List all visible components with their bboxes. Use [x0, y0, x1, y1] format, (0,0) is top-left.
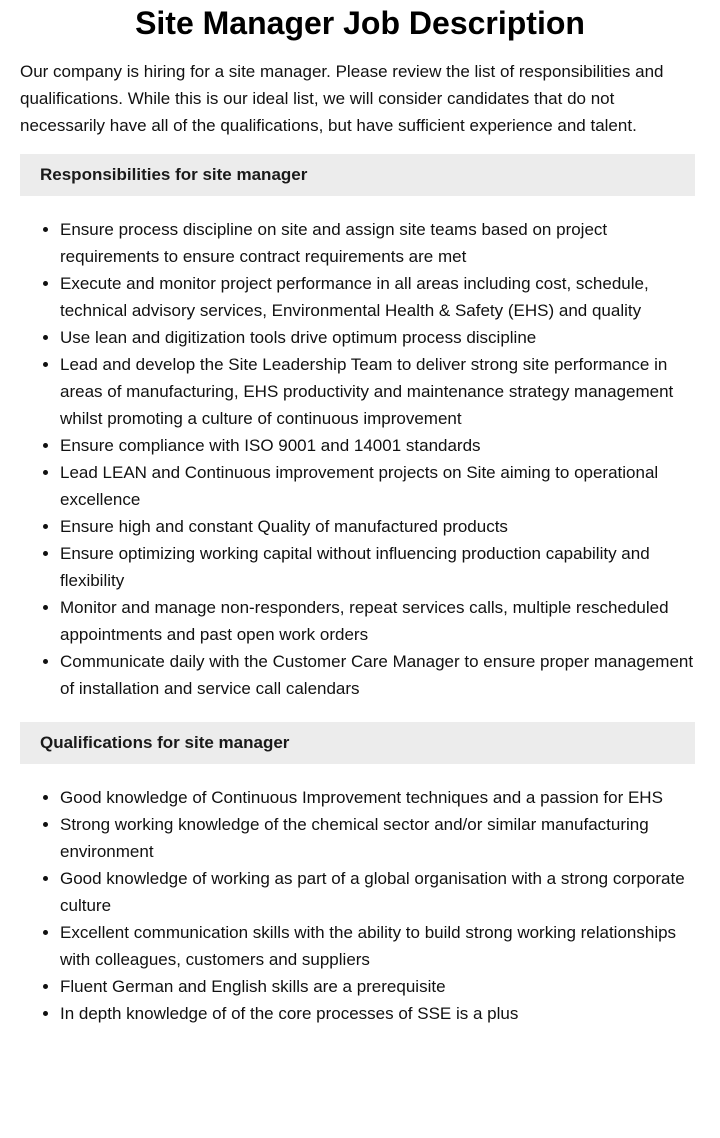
- responsibilities-item: • Use lean and digitization tools drive optimum process discipline: [60, 324, 695, 351]
- qualifications-item: • In depth knowledge of of the core processes of SSE is a plus: [60, 1000, 695, 1027]
- responsibilities-list: [20, 216, 695, 702]
- responsibilities-item: • Execute and monitor project performance in all areas including cost, schedule, technical advisory services, Environmental Health & Safety (EHS) and quality: [60, 270, 695, 324]
- qualifications-item: • Fluent German and English skills are a prerequisite: [60, 973, 695, 1000]
- responsibilities-item: • Lead LEAN and Continuous improvement projects on Site aiming to operational excellence: [60, 459, 695, 513]
- responsibilities-item: • Ensure optimizing working capital without influencing production capability and flexibility: [60, 540, 695, 594]
- page-title: Site Manager Job Description: [135, 5, 585, 41]
- qualifications-item: • Strong working knowledge of the chemical sector and/or similar manufacturing environment: [60, 811, 695, 865]
- responsibilities-item: • Ensure high and constant Quality of manufactured products: [60, 513, 695, 540]
- responsibilities-item: • Monitor and manage non-responders, repeat services calls, multiple rescheduled appointments and past open work orders: [60, 594, 695, 648]
- qualifications-item: • Excellent communication skills with the ability to build strong working relationships with colleagues, customers and suppliers: [60, 919, 695, 973]
- responsibilities-item: • Ensure compliance with ISO 9001 and 14001 standards: [60, 432, 695, 459]
- qualifications-item: • Good knowledge of working as part of a global organisation with a strong corporate culture: [60, 865, 695, 919]
- responsibilities-item: • Ensure process discipline on site and assign site teams based on project requirements to ensure contract requirements are met: [60, 216, 695, 270]
- qualifications-item: • Good knowledge of Continuous Improvement techniques and a passion for EHS: [60, 784, 695, 811]
- intro-paragraph: Our company is hiring for a site manager. Please review the list of responsibilities and qualifications. While this is our ideal list, we will consider candidates that do not necessarily have all of the qualifications, but have sufficient experience and talent.: [20, 62, 664, 135]
- responsibilities-item: • Communicate daily with the Customer Care Manager to ensure proper management of installation and service call calendars: [60, 648, 695, 702]
- qualifications-list: [20, 784, 695, 1027]
- responsibilities-heading: Responsibilities for site manager: [20, 154, 695, 196]
- responsibilities-item: • Lead and develop the Site Leadership Team to deliver strong site performance in areas of manufacturing, EHS productivity and maintenance strategy management whilst promoting a culture of continuous improvement: [60, 351, 695, 432]
- qualifications-heading: Qualifications for site manager: [20, 722, 695, 764]
